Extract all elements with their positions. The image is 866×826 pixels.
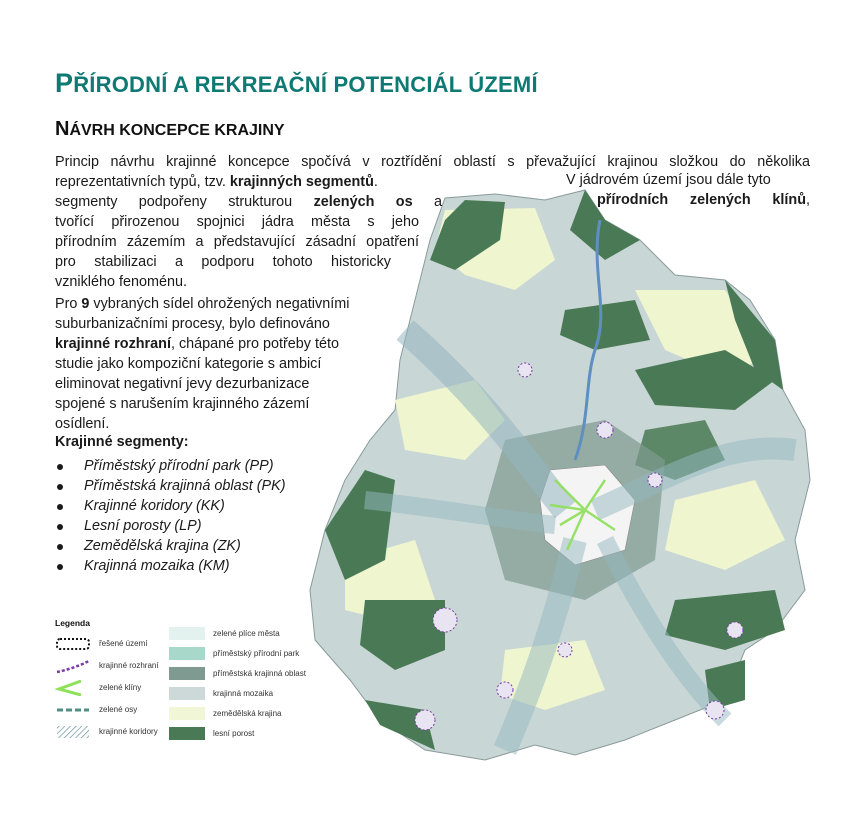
intro-line-2-text: reprezentativních typů, tzv. — [55, 174, 230, 190]
segments-heading: Krajinné segmenty: — [55, 434, 189, 450]
intro-line-1: Princip návrhu krajinné koncepce spočívá v roztřídění oblastí s převažující krajinou složkou do několika — [55, 154, 810, 170]
interface-line-3-rest: , chápané pro potřeby této — [170, 336, 339, 352]
legend-label: krajinné rozhraní — [99, 661, 159, 670]
interface-line-1 — [55, 294, 349, 314]
peri-urban-swatch — [169, 667, 205, 680]
intro-line-7: vzniklého fenoménu. — [55, 274, 187, 290]
page-title — [55, 68, 538, 99]
legend-item-park — [169, 646, 319, 662]
dotted-border-icon — [55, 636, 91, 652]
section-subtitle-initial: N — [55, 118, 70, 140]
intro-line-2 — [55, 172, 445, 192]
intro-line-3 — [55, 192, 442, 212]
intro-term-axes: zelených os — [313, 194, 413, 210]
legend-label: zelené klíny — [99, 683, 142, 692]
segments-list — [55, 456, 286, 576]
interface-line-6: spojené s narušením krajinného zázemí — [55, 396, 310, 412]
legend-item-green-lungs — [169, 626, 319, 642]
intro-line-3-end: a — [412, 194, 442, 210]
hatched-swatch-icon — [55, 724, 91, 740]
legend-label: krajinná mozaika — [213, 689, 274, 698]
green-wedge-icon — [55, 680, 91, 696]
legend-label: lesní porost — [213, 729, 255, 738]
intro-term-wedges: přírodních zelených klínů — [597, 192, 806, 208]
legend-item-forest — [169, 726, 319, 742]
legend-title: Legenda — [55, 618, 90, 628]
teal-dashed-line-icon — [55, 702, 91, 718]
intro-right-2-end: , — [806, 192, 810, 208]
intro-right-2 — [597, 192, 810, 208]
interface-line-1-rest: vybraných sídel ohrožených negativními — [89, 296, 350, 312]
page-title-initial: P — [55, 68, 74, 98]
legend-item-peri-urban — [169, 666, 319, 682]
park-swatch — [169, 647, 205, 660]
agri-swatch — [169, 707, 205, 720]
legend-label: příměstská krajinná oblast — [213, 669, 306, 678]
interface-term: krajinné rozhraní — [55, 336, 171, 352]
list-item: Krajinné koridory (KK) — [55, 496, 286, 516]
legend-label: krajinné koridory — [99, 727, 158, 736]
intro-term-segments: krajinných segmentů — [229, 174, 374, 190]
section-subtitle-rest: ÁVRH KONCEPCE KRAJINY — [69, 122, 285, 139]
legend-label: zelené osy — [99, 705, 138, 714]
legend-item-mosaic — [169, 686, 319, 702]
legend-label: příměstský přírodní park — [213, 649, 300, 658]
intro-right-1: V jádrovém území jsou dále tyto — [566, 172, 771, 188]
mosaic-swatch — [169, 687, 205, 700]
legend-item-agri — [169, 706, 319, 722]
interface-line-3 — [55, 334, 339, 354]
interface-line-2: suburbanizačními procesy, bylo definováno — [55, 316, 330, 332]
section-subtitle — [55, 118, 285, 141]
list-item: Lesní porosty (LP) — [55, 516, 286, 536]
map-legend — [55, 618, 315, 758]
purple-dashed-line-icon — [55, 658, 91, 674]
list-item: Příměstský přírodní park (PP) — [55, 456, 286, 476]
page-title-rest: ŘÍRODNÍ A REKREAČNÍ POTENCIÁL ÚZEMÍ — [73, 72, 538, 97]
list-item: Zemědělská krajina (ZK) — [55, 536, 286, 556]
intro-line-6: pro stabilizaci a podporu tohoto historicky — [55, 254, 391, 270]
legend-label: zemědělská krajina — [213, 709, 282, 718]
interface-line-5: eliminovat negativní jevy dezurbanizace — [55, 376, 310, 392]
list-item: Krajinná mozaika (KM) — [55, 556, 286, 576]
interface-line-7: osídlení. — [55, 416, 110, 432]
legend-label: zelené plíce města — [213, 629, 280, 638]
forest-swatch — [169, 727, 205, 740]
intro-line-3-text: segmenty podpořeny strukturou — [55, 194, 314, 210]
legend-label: řešené území — [99, 639, 148, 648]
intro-line-4: tvořící přirozenou spojnici jádra města s jeho — [55, 214, 419, 230]
intro-line-5: přírodním zázemím a představující zásadní opatření — [55, 234, 419, 250]
intro-line-2-end: . — [373, 174, 378, 190]
list-item: Příměstská krajinná oblast (PK) — [55, 476, 286, 496]
green-lungs-swatch — [169, 627, 205, 640]
interface-line-1-text: Pro — [55, 296, 82, 312]
interface-count: 9 — [81, 296, 90, 312]
interface-line-4: studie jako kompoziční kategorie s ambicí — [55, 356, 322, 372]
